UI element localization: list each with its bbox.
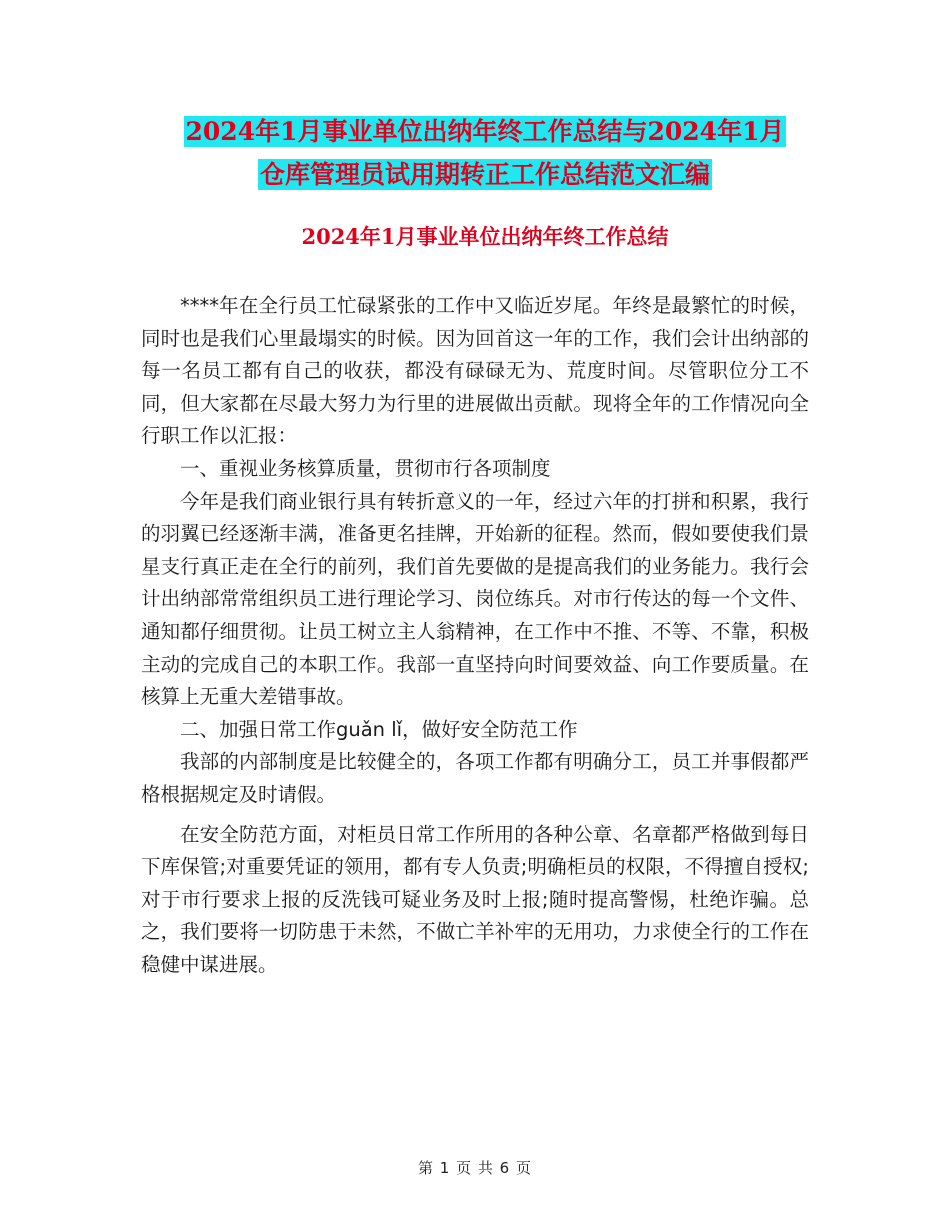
document-body <box>141 290 809 981</box>
heading-two: 二、加强日常工作guǎn lǐ，做好安全防范工作 <box>180 717 578 741</box>
document-title <box>140 110 830 196</box>
section-title: 2024年1月事业单位出纳年终工作总结 <box>301 224 669 249</box>
paragraph-intro: ****年在全行员工忙碌紧张的工作中又临近岁尾。年终是最繁忙的时候，同时也是我们心里最塌实的时候。因为回首这一年的工作，我们会计出纳部的每一名员工都有自己的收获，都没有碌碌无为、荒度时间。尽管职位分工不同，但大家都在尽最大努力为行里的进展做出贡献。现将全年的工作情况向全行职工作以汇报： <box>141 294 809 448</box>
paragraph-two: 我部的内部制度是比较健全的，各项工作都有明确分工，员工并事假都严格根据规定及时请假。 <box>141 750 809 806</box>
document-title-line-1: 2024年1月事业单位出纳年终工作总结与2024年1月 <box>185 117 785 146</box>
paragraph-one: 今年是我们商业银行具有转折意义的一年，经过六年的打拼和积累，我行的羽翼已经逐渐丰满，准备更名挂牌，开始新的征程。然而，假如要使我们景星支行真正走在全行的前列，我们首先要做的是提高我们的业务能力。我行会计出纳部常常组织员工进行理论学习、岗位练兵。对市行传达的每一个文件、通知都仔细贯彻。让员工树立主人翁精神，在工作中不推、不等、不靠，积极主动的完成自己的本职工作。我部一直坚持向时间要效益、向工作要质量。在核算上无重大差错事故。 <box>141 489 809 709</box>
paragraph-three: 在安全防范方面，对柜员日常工作所用的各种公章、名章都严格做到每日下库保管;对重要凭证的领用，都有专人负责;明确柜员的权限，不得擅自授权;对于市行要求上报的反洗钱可疑业务及时上报;随时提高警惕，杜绝诈骗。总之，我们要将一切防患于未然，不做亡羊补牢的无用功，力求使全行的工作在稳健中谋进展。 <box>141 822 809 976</box>
page-footer: 第 1 页 共 6 页 <box>418 1159 532 1177</box>
document-title-line-2: 仓库管理员试用期转正工作总结范文汇编 <box>259 160 710 189</box>
heading-one: 一、重视业务核算质量，贯彻市行各项制度 <box>180 456 551 480</box>
